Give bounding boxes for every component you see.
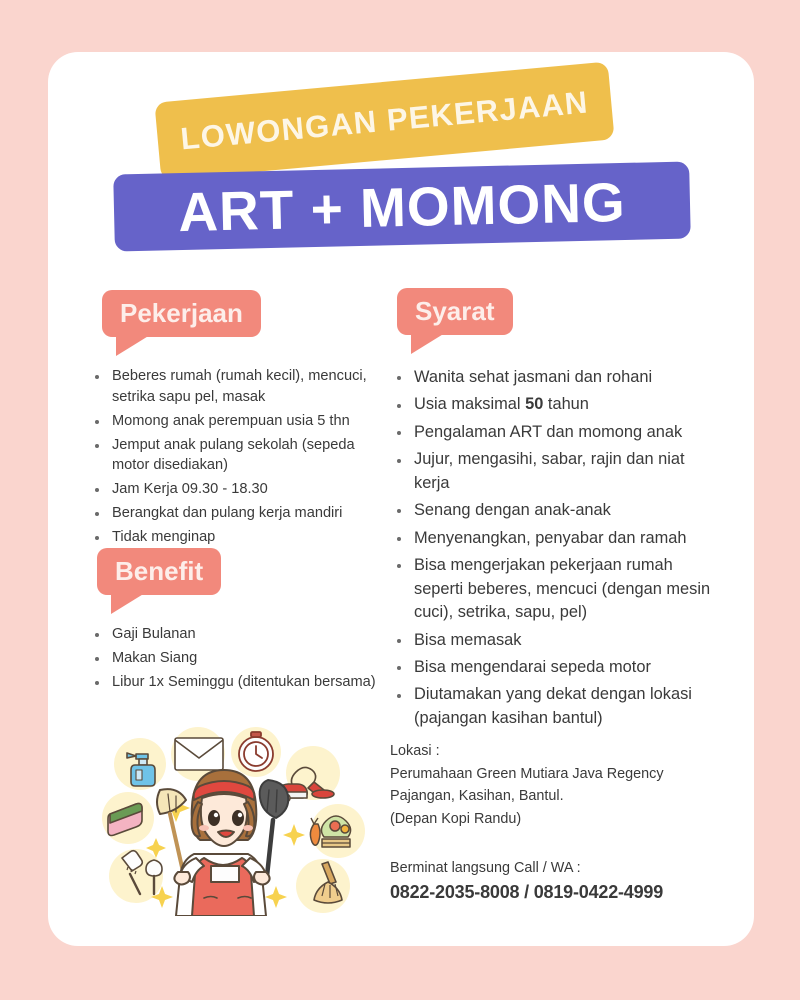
list-item: Usia maksimal 50 tahun <box>390 393 720 416</box>
housekeeper-figure <box>157 770 288 916</box>
spatula-icon <box>260 780 289 876</box>
location-line-3: (Depan Kopi Randu) <box>390 810 522 827</box>
list-item: Gaji Bulanan <box>88 624 376 645</box>
location-label: Lokasi : <box>390 743 440 759</box>
list-item: Momong anak perempuan usia 5 thn <box>88 411 376 432</box>
section-badge-benefit-label: Benefit <box>115 556 204 586</box>
eyebrow-banner-text: LOWONGAN PEKERJAAN <box>179 84 590 157</box>
location-block <box>390 740 664 830</box>
list-item: Bisa memasak <box>390 629 720 652</box>
contact-block <box>390 858 663 903</box>
syarat-list <box>390 366 720 734</box>
pekerjaan-list <box>88 366 376 551</box>
list-item: Jujur, mengasihi, sabar, rajin dan niat kerja <box>390 448 720 495</box>
section-badge-syarat <box>397 288 513 335</box>
contact-call-label: Berminat langsung Call / WA : <box>390 860 581 876</box>
benefit-list <box>88 624 376 696</box>
section-badge-benefit <box>97 548 221 595</box>
emphasized-value: 50 <box>525 395 544 414</box>
section-badge-pekerjaan-label: Pekerjaan <box>120 298 243 328</box>
mop-icon <box>157 789 186 876</box>
list-item: Pengalaman ART dan momong anak <box>390 421 720 444</box>
contact-phone-numbers: 0822-2035-8008 / 0819-0422-4999 <box>390 881 664 902</box>
list-item: Menyenangkan, penyabar dan ramah <box>390 527 720 550</box>
list-item: Tidak menginap <box>88 527 376 548</box>
list-item: Libur 1x Seminggu (ditentukan bersama) <box>88 672 376 693</box>
title-banner <box>113 161 691 251</box>
location-line-1: Perumahaan Green Mutiara Java Regency <box>390 765 664 782</box>
vegetables-basket-icon <box>310 816 350 847</box>
list-item: Beberes rumah (rumah kecil), mencuci, setrika sapu pel, masak <box>88 366 376 408</box>
title-banner-text: ART + MOMONG <box>177 170 627 243</box>
list-item: Jemput anak pulang sekolah (sepeda motor disediakan) <box>88 435 376 477</box>
list-item: Senang dengan anak-anak <box>390 499 720 522</box>
list-item: Berangkat dan pulang kerja mandiri <box>88 503 376 524</box>
list-item: Bisa mengerjakan pekerjaan rumah seperti beberes, mencuci (dengan mesin cuci), setrika, sapu, pel) <box>390 554 720 624</box>
housekeeper-illustration <box>98 726 370 916</box>
section-badge-syarat-label: Syarat <box>415 296 495 326</box>
list-item: Bisa mengendarai sepeda motor <box>390 656 720 679</box>
list-item: Jam Kerja 09.30 - 18.30 <box>88 479 376 500</box>
envelope-icon <box>175 738 223 770</box>
list-item: Makan Siang <box>88 648 376 669</box>
list-item: Wanita sehat jasmani dan rohani <box>390 366 720 389</box>
location-line-2: Pajangan, Kasihan, Bantul. <box>390 788 564 805</box>
section-badge-pekerjaan <box>102 290 261 337</box>
list-item: Diutamakan yang dekat dengan lokasi (pajangan kasihan bantul) <box>390 683 720 730</box>
